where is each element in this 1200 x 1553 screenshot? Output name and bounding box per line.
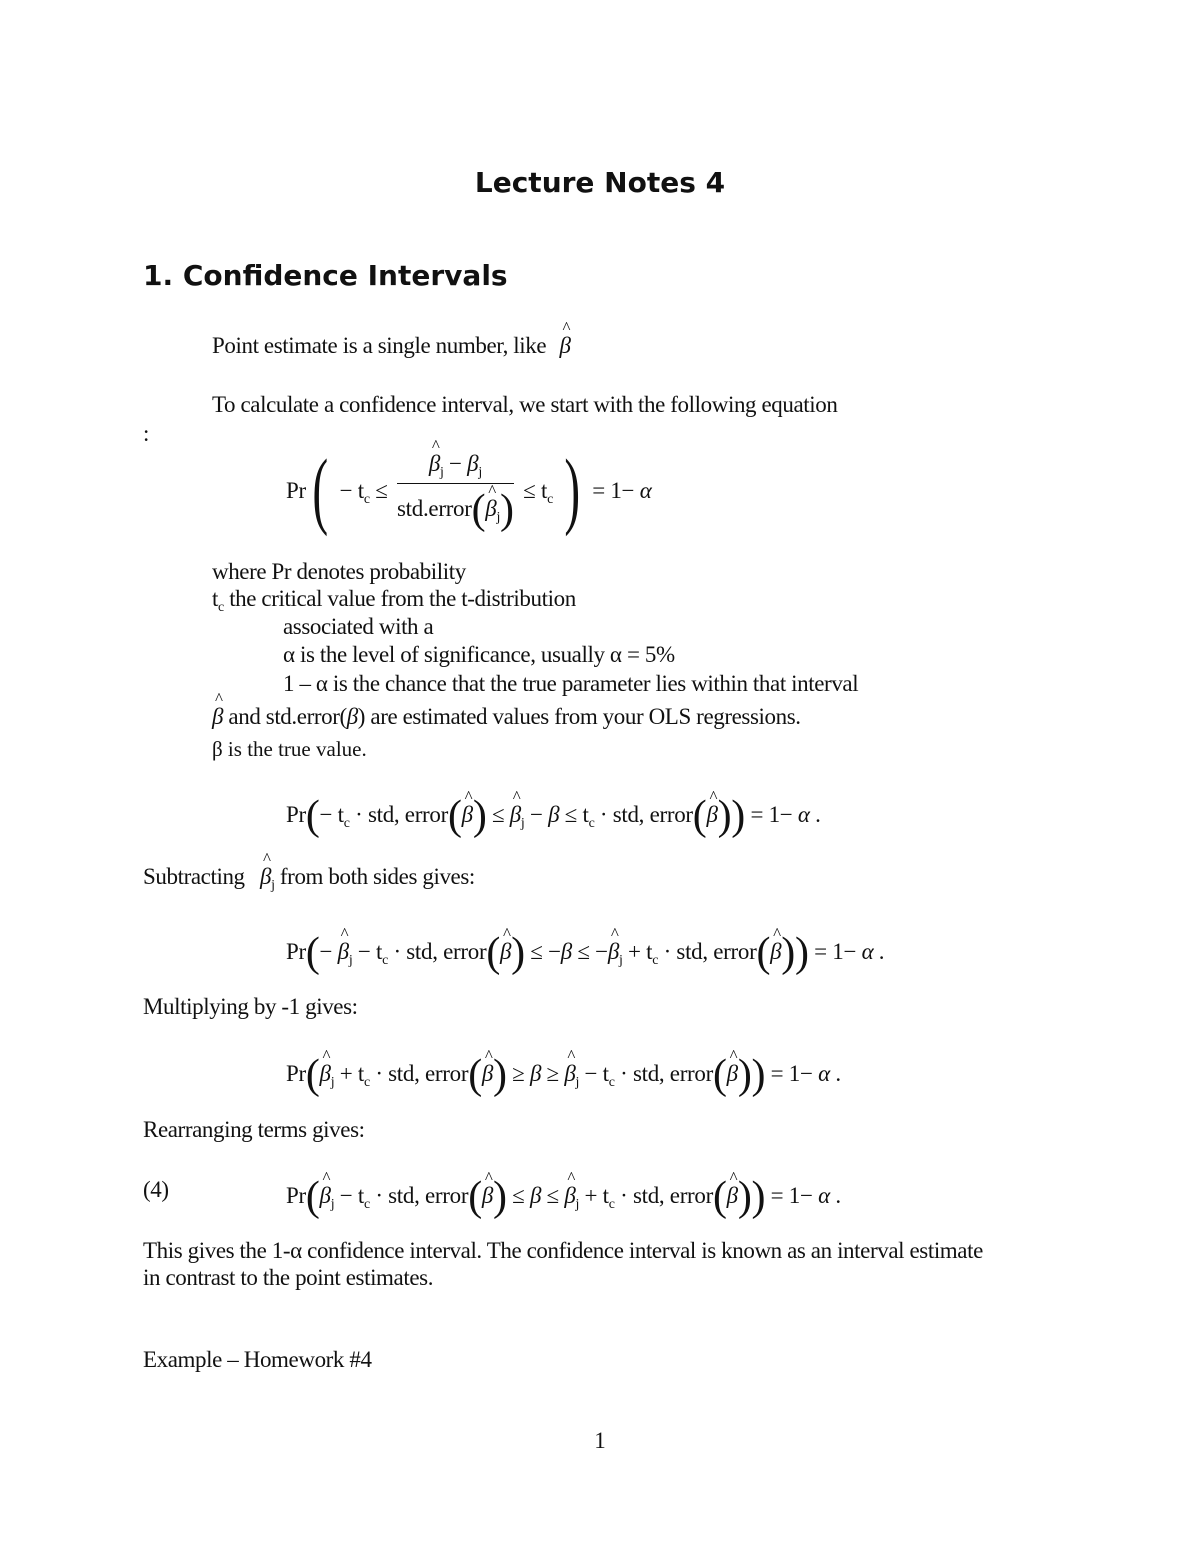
equation-4: Pr(^ $\beta_j + t_c$ · std, error(^ β) ≥ β ≥ ^ $\beta_j - t_c$ · std, error(^ β)) = 1− α .	[286, 1051, 841, 1099]
section-heading: 1. Confidence Intervals	[143, 259, 508, 292]
subtracting-line: Subtracting ^ $\beta_j$ from both sides gives:	[143, 864, 475, 894]
document-title: Lecture Notes 4	[474, 166, 726, 199]
def-one-minus-alpha-text: is the chance that the true parameter lies within that interval	[332, 671, 859, 696]
beta-hat-symbol: ^ β	[560, 333, 571, 359]
subtracting-lead: Subtracting	[143, 864, 245, 889]
intro-text: To calculate a confidence interval, we start with the following equation	[212, 392, 838, 417]
def-true-value: β is the true value.	[212, 737, 367, 761]
def-assoc: associated with a	[283, 614, 434, 639]
point-estimate-line	[212, 333, 571, 359]
def-alpha: α is the level of significance, usually α = 5%	[283, 642, 675, 667]
def-tc: $t_c$ the critical value from the t-distribution	[212, 586, 576, 615]
def-pr: where Pr denotes probability	[212, 559, 466, 584]
def-tc-text: the critical value from the t-distribution	[229, 586, 576, 611]
equation-probability-ratio: $Pr( - t_c$ ≤ ^ $\frac{\beta_j - \beta_j}{std.error(\^{} \beta_j)}$ ≤ $t_c$ ) = 1− α	[286, 446, 651, 534]
def-alpha-value: = 5%	[626, 642, 675, 667]
point-estimate-text: Point estimate is a single number, like	[212, 333, 547, 358]
def-alpha-text: is the level of significance, usually	[300, 642, 605, 667]
example-heading: Example – Homework #4	[143, 1347, 372, 1372]
equation-label: (4)	[143, 1177, 169, 1202]
equation-2: $Pr(- t_c$ · std, error(^ β) ≤ ^ $\beta_j - \beta \le t_c$ · std, error(^ β)) = 1− α .	[286, 792, 821, 840]
def-one-minus-alpha: 1 – α is the chance that the true parameter lies within that interval	[283, 671, 859, 696]
equation-5: Pr(^ $\beta_j - t_c$ · std, error(^ β) ≤ β ≤ ^ $\beta_j + t_c$ · std, error(^ β)) = 1− α .	[286, 1173, 841, 1221]
subtracting-text: from both sides gives:	[279, 864, 475, 889]
rearranging-text: Rearranging terms gives:	[143, 1117, 365, 1142]
page-number: 1	[594, 1428, 606, 1453]
def-estimated: ^ β and std.error(β) are estimated values from your OLS regressions.	[212, 704, 801, 730]
colon-mark: :	[143, 421, 149, 446]
conclusion-line-1: This gives the 1-α confidence interval. The confidence interval is known as an interval estimate	[143, 1238, 983, 1263]
equation-3: Pr(− ^ $\beta_j - t_c$ · std, error(^ β) ≤ −β ≤ −^ $\beta_j + t_c$ · std, error(^ β)) = 1− α .	[286, 929, 884, 977]
multiplying-text: Multiplying by -1 gives:	[143, 994, 358, 1019]
conclusion-line-2: in contrast to the point estimates.	[143, 1265, 434, 1290]
def-estimated-text: are estimated values from your OLS regressions.	[370, 704, 801, 729]
